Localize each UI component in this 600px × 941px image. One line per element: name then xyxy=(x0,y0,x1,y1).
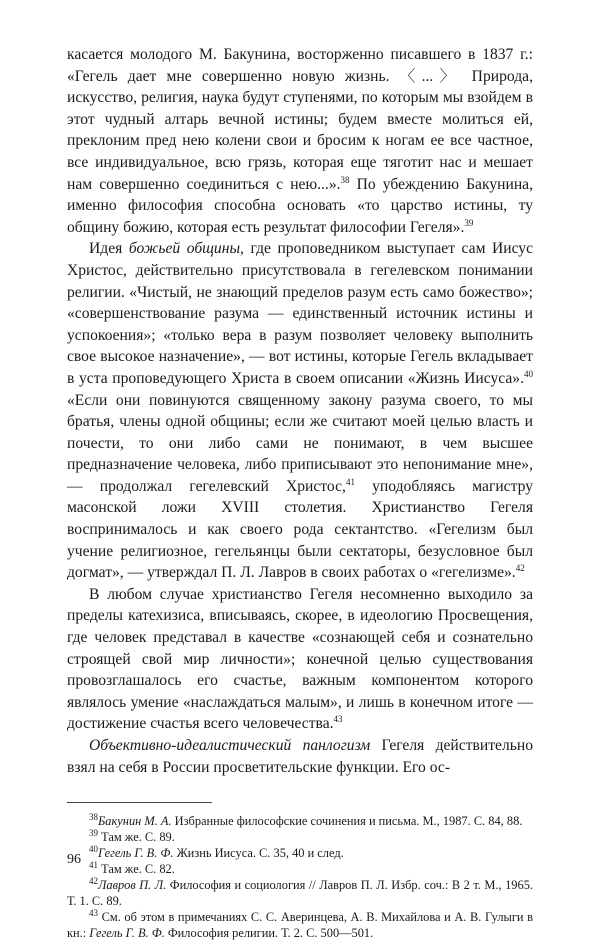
footnote-text: Философия религии. Т. 2. С. 500—501. xyxy=(164,926,374,941)
footnote xyxy=(67,829,533,845)
footnote-text: Там же. С. 82. xyxy=(98,862,175,877)
text-run: Идея xyxy=(89,240,129,258)
italic-phrase: Объективно-идеалистический панлогизм xyxy=(89,737,371,754)
footnote-text: См. об этом в примечаниях С. С. Аверинцева, А. В. Михайлова и А. В. Гулыги в кн.: xyxy=(67,910,533,941)
text-run: По убеждению Бакунина, именно философия способна основать «то царство истины, ту общину божию, которая есть результат философии Гегеля». xyxy=(67,175,533,236)
footnote-ref: 39 xyxy=(464,217,474,228)
footnote-number: 42 xyxy=(89,876,98,887)
text-run: В любом случае христианство Гегеля несомненно выходило за пределы катехизиса, вписываясь, скорее, в идеологию Просвещения, где человек представал в качестве «сознающей себя и сознательно строящей свой мир личности»; конечной целью существования провозглашалось его счастье, важным компонентом которого являлось умение «наслаждаться малым», и лишь в конечном итоге — достижение счастья всего человечества. xyxy=(67,585,533,733)
footnote xyxy=(67,877,533,909)
text-run: уподобляясь магистру масонской ложи XVIII столетия. Христианство Гегеля воспринималось и как своего рода сектантство. «Гегелизм был учение религиозное, гегельянцы были сектаторы, безусловное был догмат», — утверждал П. Л. Лавров в своих работах о «гегелизме». xyxy=(67,477,533,582)
footnote-number: 41 xyxy=(89,860,98,871)
footnote-number: 40 xyxy=(89,844,98,855)
paragraph xyxy=(67,44,533,238)
footnote-text: Философия и социология // Лавров П. Л. Избр. соч.: В 2 т. М., 1965. Т. 1. С. 89. xyxy=(67,878,533,909)
footnote-author: Лавров П. Л. xyxy=(98,878,167,893)
footnote-ref: 40 xyxy=(524,368,533,379)
footnote-number: 38 xyxy=(89,812,98,823)
main-text xyxy=(67,44,533,778)
paragraph xyxy=(67,584,533,735)
footnote-ref: 41 xyxy=(345,476,355,487)
footnote-text: Жизнь Иисуса. С. 35, 40 и след. xyxy=(173,846,344,861)
footnote-number: 43 xyxy=(89,908,98,919)
paragraph xyxy=(67,238,533,584)
book-page xyxy=(67,44,533,941)
page-number: 96 xyxy=(67,852,81,867)
text-run: «Если они повинуются священному закону разума своего, то мы братья, члены одной общины; если же считают моей целью власть и почести, то они либо сами не понимают, в чем высшее предназначение человека, либо приписывают это непонимание мне», — продолжал гегелевский Христос, xyxy=(67,391,533,495)
footnote-ref: 43 xyxy=(333,714,343,725)
paragraph xyxy=(67,735,533,778)
footnote xyxy=(67,813,533,829)
footnote-author: Гегель Г. В. Ф. xyxy=(89,926,165,941)
footnote-ref: 42 xyxy=(515,563,525,574)
footnotes xyxy=(67,813,533,941)
italic-phrase: божьей общины xyxy=(128,240,241,258)
footnote-author: Бакунин М. А. xyxy=(98,814,172,829)
footnote xyxy=(67,845,533,861)
text-run: Гегеля действительно взял на себя в России просветительские функции. Его ос- xyxy=(67,737,533,776)
footnote-divider xyxy=(67,802,212,803)
footnote-number: 39 xyxy=(89,828,98,839)
footnote xyxy=(67,861,533,877)
footnote-text: Избранные философские сочинения и письма. М., 1987. С. 84, 88. xyxy=(171,814,523,829)
footnote xyxy=(67,909,533,941)
text-run: , где проповедником выступает сам Иисус Христос, действительно присутствовала в гегелевском понимании религии. «Чистый, не знающий пределов разум есть само божество»; «совершенствование разума — единственный источник истины и успокоения»; «только вера в разум позволяет человеку выполнить свое высокое назначение», — вот истины, которые Гегель вкладывает в уста проповедующего Христа в своем описании «Жизнь Иисуса». xyxy=(67,240,534,387)
footnote-author: Гегель Г. В. Ф. xyxy=(98,846,174,861)
footnote-ref: 38 xyxy=(340,174,350,185)
footnote-text: Там же. С. 89. xyxy=(98,830,175,845)
text-run: касается молодого М. Бакунина, восторженно писавшего в 1837 г.: «Гегель дает мне совершенно новую жизнь. 〈...〉 Природа, искусство, религия, наука будут ступенями, по которым мы взойдем в этот чудный алтарь вечной истины; будем вместе молиться ей, преклоним пред нею колени свои и бросим к ногам ее все частное, все индивидуальное, всю грязь, которая еще тяготит нас и мешает нам совершенно соединиться с нею...». xyxy=(67,46,533,193)
